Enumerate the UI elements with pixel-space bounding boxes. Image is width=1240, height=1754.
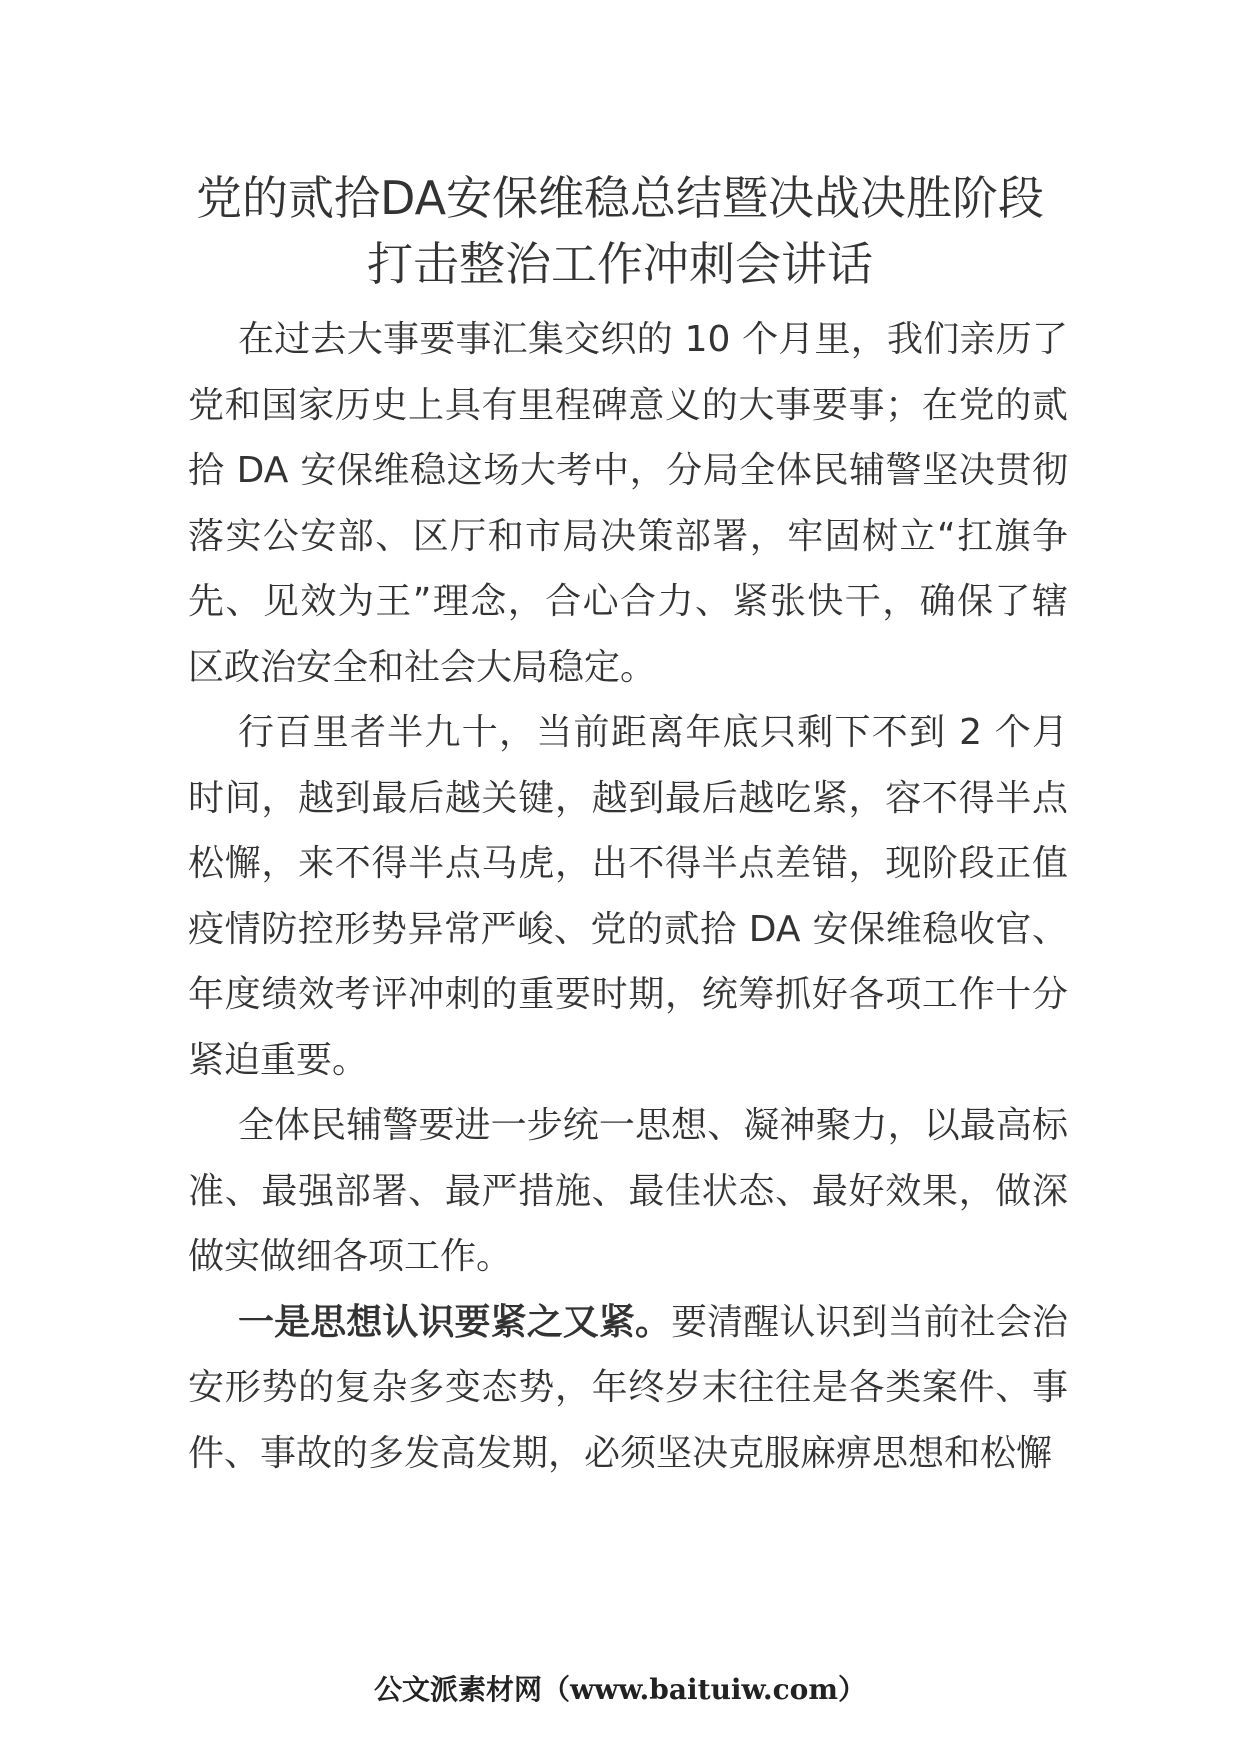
paragraph-2-text: 行百里者半九十，当前距离年底只剩下不到 2 个月时间，越到最后越关键，越到最后越吃紧，容不得半点松懈，来不得半点马虎，出不得半点差错，现阶段正值疫情防控形势异常严峻、党的贰拾 DA 安保维稳收官、年度绩效考评冲刺的重要时期，统筹抓好各项工作十分紧迫重要。: [188, 712, 1068, 1081]
paragraph-4-lead: 一是思想认识要紧之又紧。: [238, 1301, 672, 1343]
paragraph-4: [188, 1290, 1068, 1487]
paragraph-3-text: 全体民辅警要进一步统一思想、凝神聚力，以最高标准、最强部署、最严措施、最佳状态、最好效果，做深做实做细各项工作。: [188, 1105, 1068, 1277]
document-body: [188, 307, 1068, 1486]
paragraph-3: [188, 1093, 1068, 1290]
document-title-line-1: 党的贰拾DA安保维稳总结暨决战决胜阶段: [195, 171, 1045, 225]
document-title-line-2: 打击整治工作冲刺会讲话: [367, 237, 873, 291]
paragraph-4-text: 要清醒认识到当前社会治安形势的复杂多变态势，年终岁末往往是各类案件、事件、事故的多发高发期，必须坚决克服麻痹思想和松懈: [188, 1301, 1068, 1474]
paragraph-1-text: 在过去大事要事汇集交织的 10 个月里，我们亲历了党和国家历史上具有里程碑意义的大事要事；在党的贰拾 DA 安保维稳这场大考中，分局全体民辅警坚决贯彻落实公安部、区厅和市局决策部署，牢固树立“扛旗争先、见效为王”理念，合心合力、紧张快干，确保了辖区政治安全和社会大局稳定。: [188, 319, 1068, 688]
paragraph-2: [188, 700, 1068, 1093]
paragraph-1: [188, 307, 1068, 700]
footer-source: 公文派素材网（www.baituiw.com）: [374, 1673, 866, 1706]
